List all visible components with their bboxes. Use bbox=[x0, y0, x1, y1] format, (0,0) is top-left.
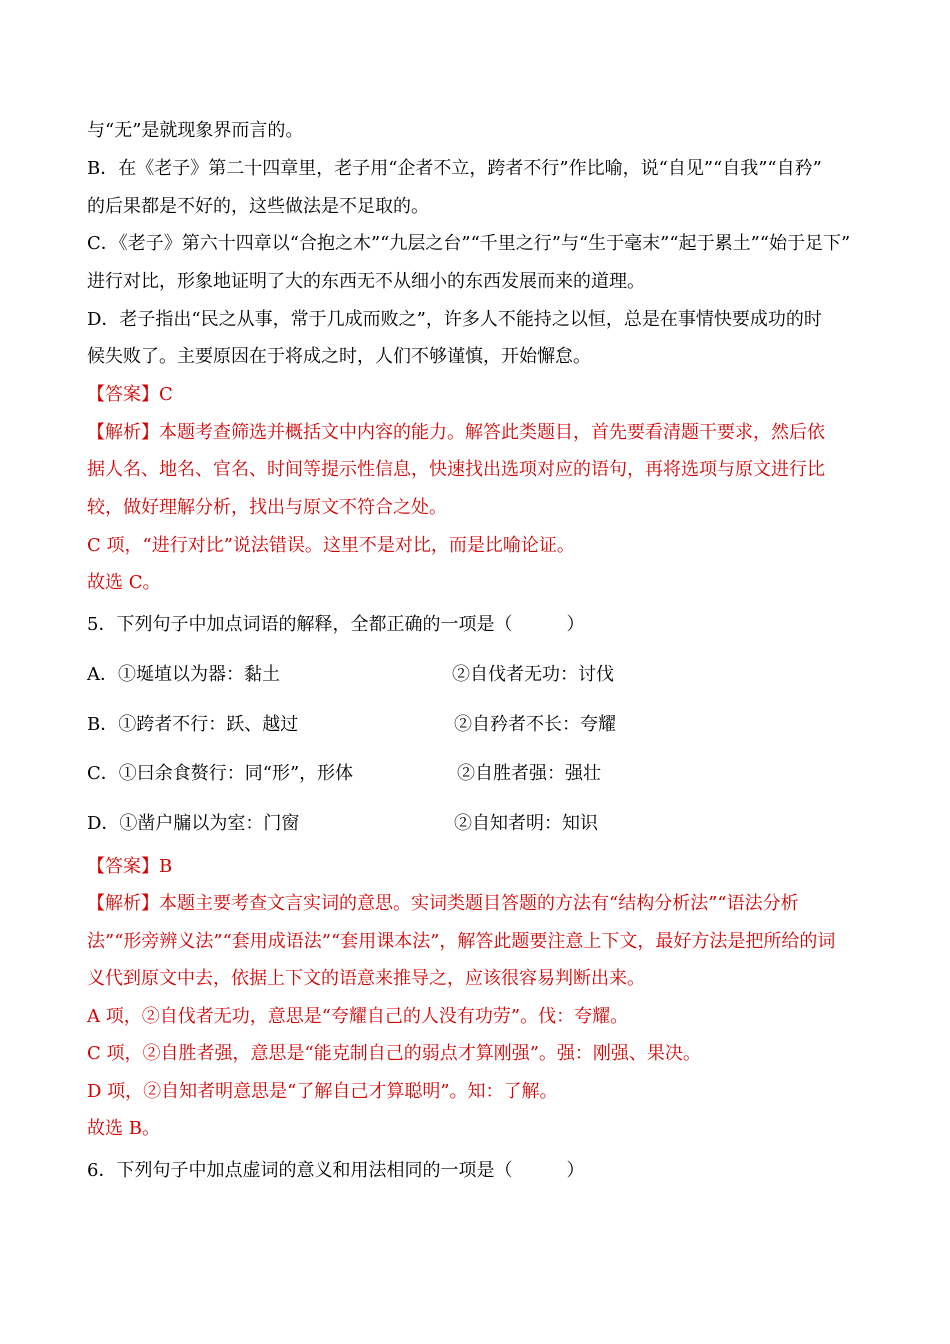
q5-option-b-right: ②自矜者不长：夸耀 bbox=[454, 714, 616, 735]
q5-analysis-line: 【解析】本题主要考查文言实词的意思。实词类题目答题的方法有“结构分析法”“语法分析 bbox=[87, 893, 799, 914]
q5-analysis-line: C 项，②自胜者强，意思是“能克制自己的弱点才算刚强”。强：刚强、果决。 bbox=[87, 1043, 701, 1064]
q4-analysis-line: 故选 C。 bbox=[87, 572, 161, 593]
q5-option-b bbox=[87, 713, 870, 737]
q5-option-d-left: D．①凿户牖以为室：门窗 bbox=[87, 813, 300, 834]
q4-text-line: 与“无”是就现象界而言的。 bbox=[87, 120, 304, 141]
q5-option-d bbox=[87, 812, 870, 836]
q5-analysis-line: D 项，②自知者明意思是“了解自己才算聪明”。知：了解。 bbox=[87, 1081, 558, 1102]
q4-option-d-line-1: D．老子指出“民之从事，常于几成而败之”，许多人不能持之以恒，总是在事情快要成功的时 bbox=[87, 309, 822, 330]
q4-option-b-line-1: B．在《老子》第二十四章里，老子用“企者不立，跨者不行”作比喻，说“自见”“自我”“自矜” bbox=[87, 158, 822, 179]
q4-option-b-line-2: 的后果都是不好的，这些做法是不足取的。 bbox=[87, 196, 429, 217]
q4-option-d-line-2: 候失败了。主要原因在于将成之时，人们不够谨慎，开始懈怠。 bbox=[87, 346, 591, 367]
q5-option-c bbox=[87, 762, 870, 786]
q5-answer: 【答案】B bbox=[87, 856, 173, 877]
q4-analysis-line: 据人名、地名、官名、时间等提示性信息，快速找出选项对应的语句，再将选项与原文进行比 bbox=[87, 459, 825, 480]
q4-answer: 【答案】C bbox=[87, 384, 173, 405]
q4-option-c-line-2: 进行对比，形象地证明了大的东西无不从细小的东西发展而来的道理。 bbox=[87, 271, 645, 292]
q4-analysis-line: 【解析】本题考查筛选并概括文中内容的能力。解答此类题目，首先要看清题干要求，然后依 bbox=[87, 422, 825, 443]
q4-option-c-line-1: C．《老子》第六十四章以“合抱之木”“九层之台”“千里之行”与“生于毫末”“起于累土”“始于足下” bbox=[87, 233, 851, 254]
q4-analysis-line: C 项，“进行对比”说法错误。这里不是对比，而是比喻论证。 bbox=[87, 535, 575, 556]
q5-analysis-line: 义代到原文中去，依据上下文的语意来推导之，应该很容易判断出来。 bbox=[87, 968, 645, 989]
q4-analysis-line: 较，做好理解分析，找出与原文不符合之处。 bbox=[87, 497, 447, 518]
q5-stem: 5．下列句子中加点词语的解释，全都正确的一项是（ ） bbox=[87, 614, 585, 635]
q5-option-d-right: ②自知者明：知识 bbox=[454, 813, 598, 834]
q5-option-c-right: ②自胜者强：强壮 bbox=[457, 763, 601, 784]
q5-analysis-line: 法”“形旁辨义法”“套用成语法”“套用课本法”，解答此题要注意上下文，最好方法是把所给的词 bbox=[87, 931, 836, 952]
q5-analysis-line: A 项，②自伐者无功，意思是“夸耀自己的人没有功劳”。伐：夸耀。 bbox=[87, 1006, 629, 1027]
q5-option-a-left: A．①埏埴以为器：黏土 bbox=[87, 664, 280, 685]
q5-option-c-left: C．①曰余食赘行：同“形”，形体 bbox=[87, 763, 354, 784]
q6-stem: 6．下列句子中加点虚词的意义和用法相同的一项是（ ） bbox=[87, 1160, 585, 1181]
q5-analysis-line: 故选 B。 bbox=[87, 1118, 160, 1139]
q5-option-a bbox=[87, 663, 870, 687]
q5-option-a-right: ②自伐者无功：讨伐 bbox=[452, 664, 614, 685]
q5-option-b-left: B．①跨者不行：跃、越过 bbox=[87, 714, 299, 735]
